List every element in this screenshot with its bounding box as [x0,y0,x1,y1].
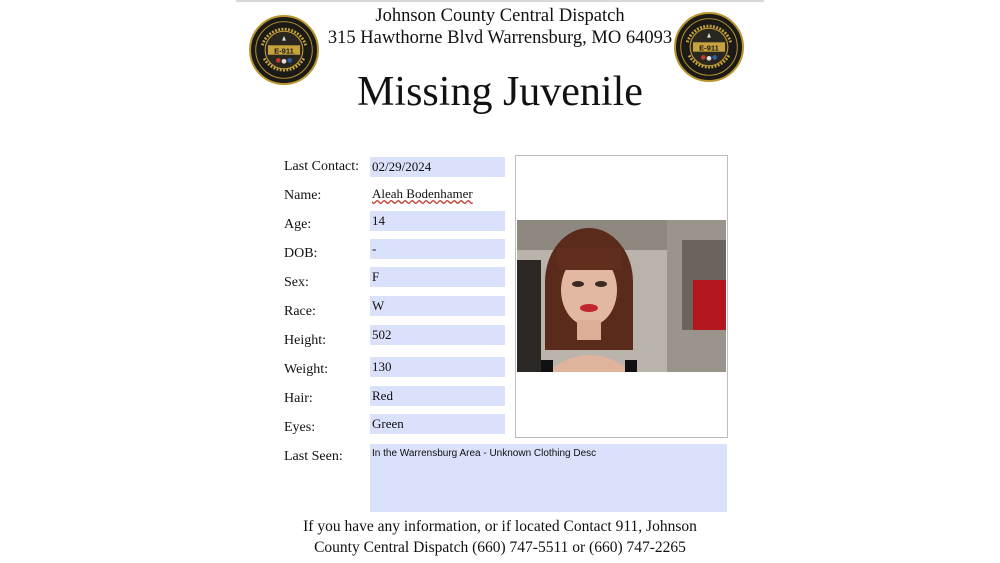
field-hair: Red [370,386,505,406]
field-sex: F [370,267,505,287]
svg-text:E-911: E-911 [274,46,294,56]
label-name: Name: [284,188,322,203]
label-height: Height: [284,333,326,348]
label-race: Race: [284,304,316,319]
label-hair: Hair: [284,391,313,406]
label-eyes: Eyes: [284,420,316,435]
field-dob: - [370,239,505,259]
label-last-contact: Last Contact: [284,159,360,174]
field-eyes: Green [370,414,505,434]
label-last-seen: Last Seen: [284,449,343,464]
label-sex: Sex: [284,275,309,290]
agency-address: 315 Hawthorne Blvd Warrensburg, MO 64093 [327,28,673,48]
field-age: 14 [370,211,505,231]
agency-name: Johnson County Central Dispatch [375,6,625,26]
field-weight: 130 [370,357,505,377]
field-last-contact: 02/29/2024 [370,157,505,177]
footer-contact-line-2: County Central Dispatch (660) 747-5511 or (660) 747-2265 [314,539,686,556]
label-dob: DOB: [284,246,318,261]
field-race: W [370,296,505,316]
field-last-seen: In the Warrensburg Area - Unknown Clothing Desc [370,444,727,512]
top-border [236,0,764,2]
label-age: Age: [284,217,312,232]
field-name: Aleah Bodenhamer [372,186,473,201]
page-title: Missing Juvenile [357,69,643,115]
svg-text:E-911: E-911 [699,43,719,53]
missing-person-photo [517,220,726,372]
label-weight: Weight: [284,362,328,377]
field-height: 502 [370,325,505,345]
footer-contact-line-1: If you have any information, or if located Contact 911, Johnson [303,518,697,535]
